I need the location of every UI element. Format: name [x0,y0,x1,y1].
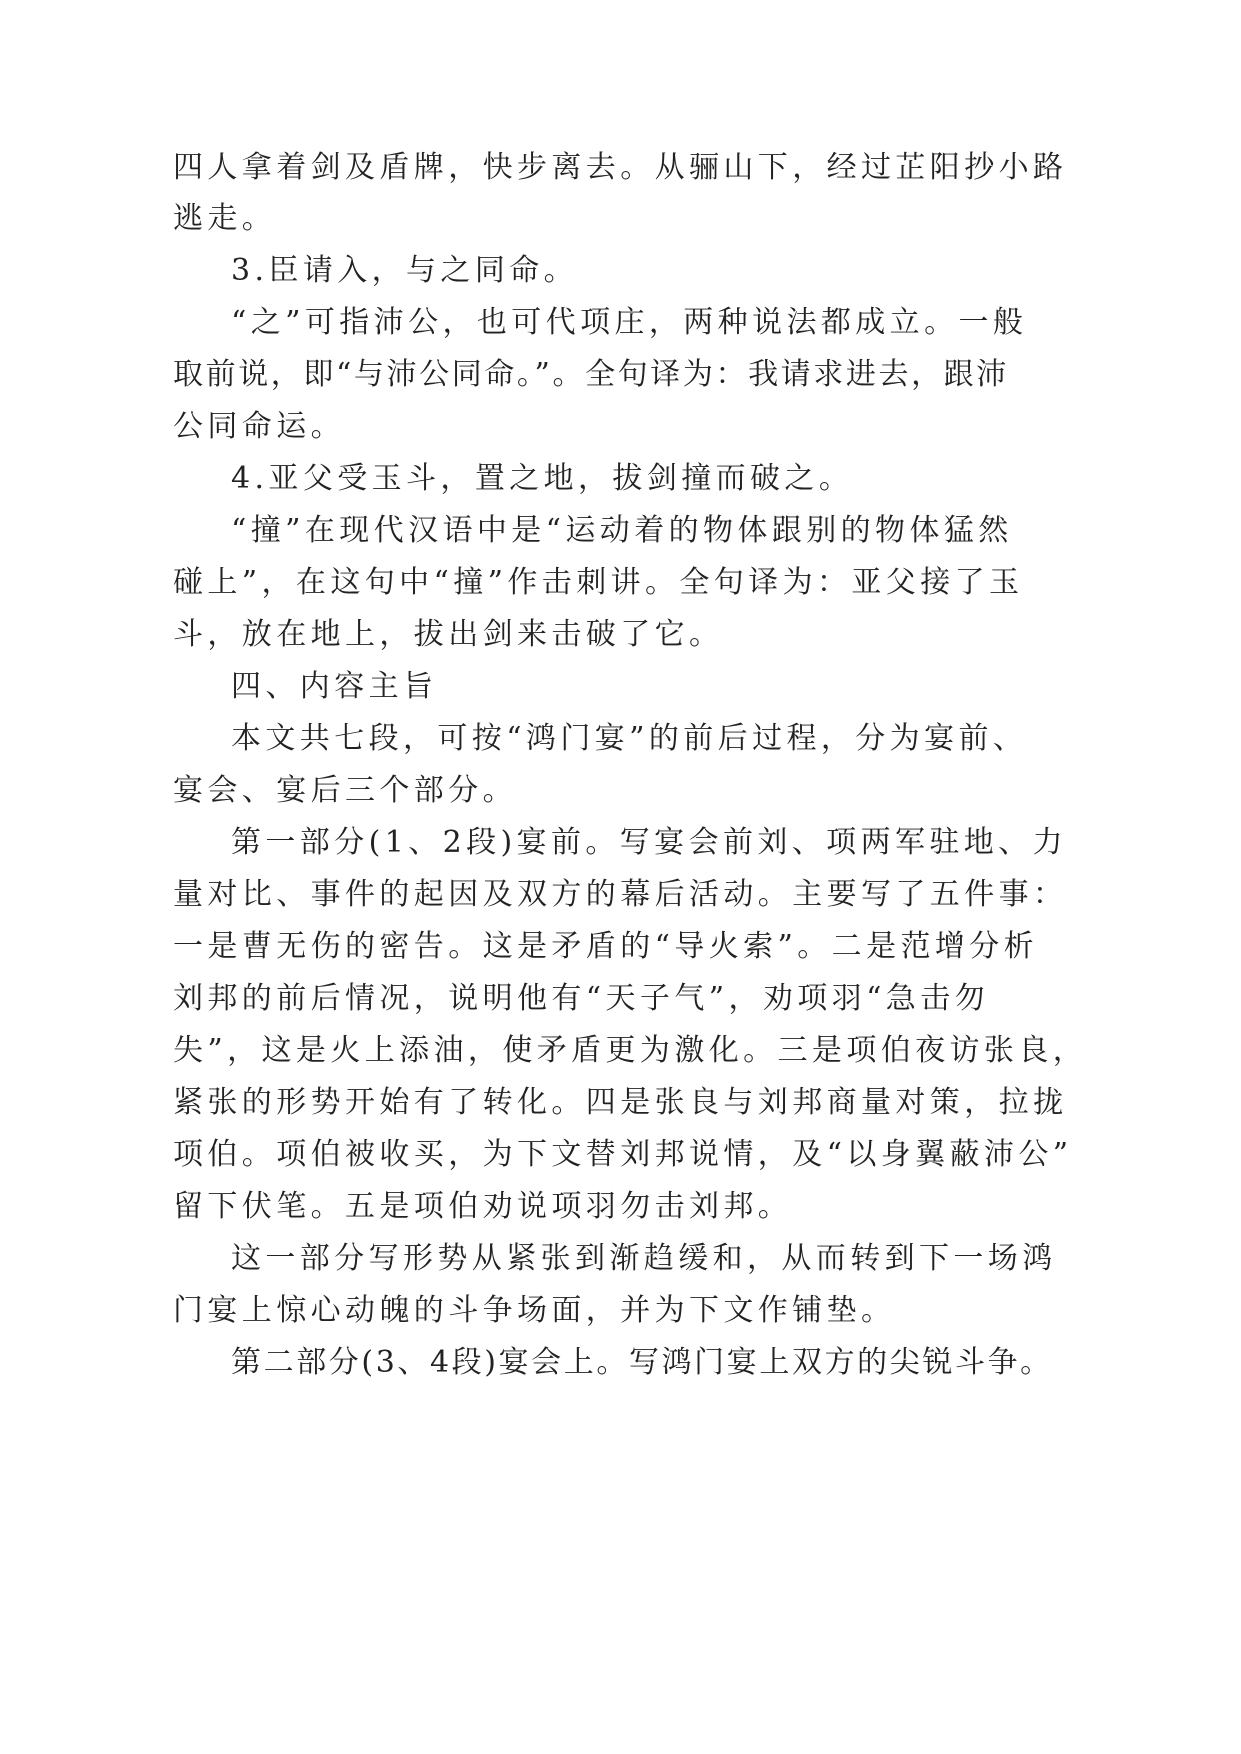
text-line-17: 刘邦的前后情况，说明他有“天子气”，劝项羽“急击勿 [173,981,990,1016]
section-heading: 四、内容主旨 [231,669,438,704]
text-line-2: 逃走。 [173,201,277,236]
text-line-9: 碰上”，在这句中“撞”作击刺讲。全句译为：亚父接了玉 [173,565,1024,600]
text-line-15: 量对比、事件的起因及双方的幕后活动。主要写了五件事： [173,877,1068,912]
text-line-1: 四人拿着剑及盾牌，快步离去。从骊山下，经过芷阳抄小路 [173,150,1068,185]
text-line-22: 这一部分写形势从紧张到渐趋缓和，从而转到下一场鸿 [231,1241,1057,1276]
text-line-18: 失”，这是火上添油，使矛盾更为激化。三是项伯夜访张良， [173,1033,1088,1068]
text-line-13: 宴会、宴后三个部分。 [173,773,517,808]
text-line-5: 取前说，即“与沛公同命。”。全句译为：我请求进去，跟沛 [173,357,1009,392]
text-line-20: 项伯。项伯被收买，为下文替刘邦说情，及“以身翼蔽沛公” [173,1137,1073,1172]
text-line-12: 本文共七段，可按“鸿门宴”的前后过程，分为宴前、 [231,721,1028,756]
text-line-3: 3.臣请入，与之同命。 [231,253,579,288]
text-line-8: “撞”在现代汉语中是“运动着的物体跟别的物体猛然 [231,513,1013,548]
text-line-24: 第二部分(3、4段)宴会上。写鸿门宴上双方的尖锐斗争。 [231,1345,1053,1380]
text-line-7: 4.亚父受玉斗，置之地，拔剑撞而破之。 [231,461,854,496]
text-line-14: 第一部分(1、2段)宴前。写宴会前刘、项两军驻地、力 [231,825,1067,860]
text-line-16: 一是曹无伤的密告。这是矛盾的“导火索”。二是范增分析 [173,929,1039,964]
text-line-6: 公同命运。 [173,409,345,444]
text-line-10: 斗，放在地上，拔出剑来击破了它。 [173,617,724,652]
text-line-4: “之”可指沛公，也可代项庄，两种说法都成立。一般 [231,305,1028,340]
text-line-23: 门宴上惊心动魄的斗争场面，并为下文作铺垫。 [173,1293,896,1328]
text-line-19: 紧张的形势开始有了转化。四是张良与刘邦商量对策，拉拢 [173,1085,1068,1120]
text-line-21: 留下伏笔。五是项伯劝说项羽勿击刘邦。 [173,1189,793,1224]
